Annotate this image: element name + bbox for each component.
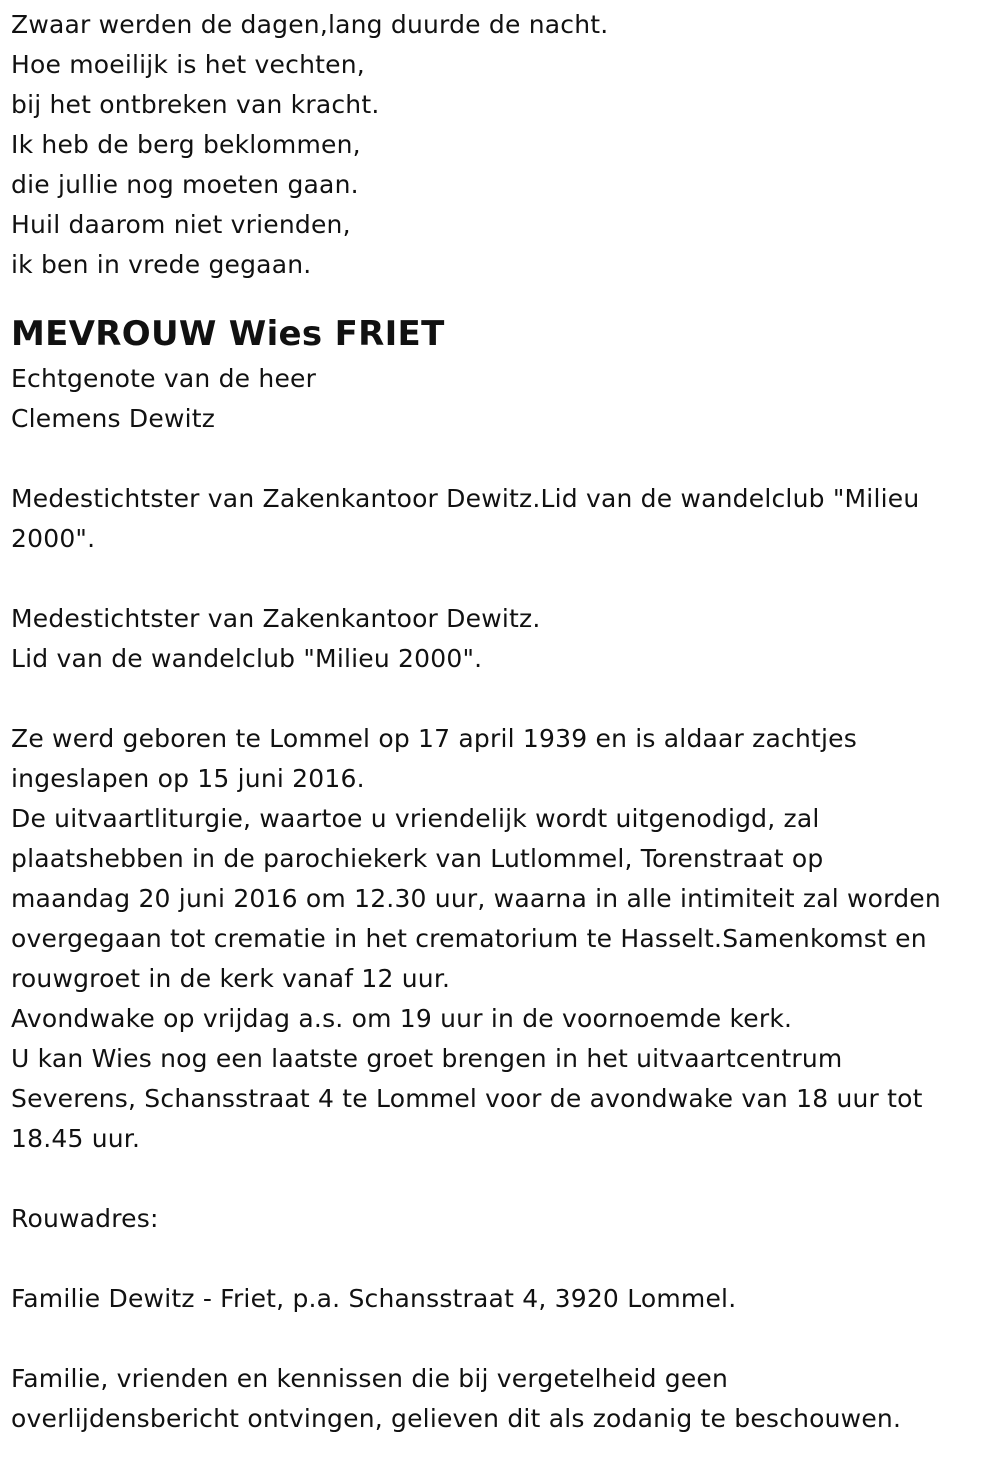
funeral-details xyxy=(11,719,991,1159)
spacer xyxy=(11,679,991,719)
spacer xyxy=(11,439,991,479)
details-line: overgegaan tot crematie in het crematorium te Hasselt.Samenkomst en xyxy=(11,924,927,953)
bio-line: 2000". xyxy=(11,524,96,553)
poem-line: Huil daarom niet vrienden, xyxy=(11,210,351,239)
details-line: plaatshebben in de parochiekerk van Lutlommel, Torenstraat op xyxy=(11,844,824,873)
obituary-document xyxy=(11,5,991,1439)
deceased-name: MEVROUW Wies FRIET xyxy=(11,314,445,354)
mourning-address: Familie Dewitz - Friet, p.a. Schansstraat 4, 3920 Lommel. xyxy=(11,1284,737,1313)
spacer xyxy=(11,1239,991,1279)
spacer xyxy=(11,1159,991,1199)
spouse-line: Echtgenote van de heer xyxy=(11,364,317,393)
poem xyxy=(11,5,991,285)
poem-line: bij het ontbreken van kracht. xyxy=(11,90,380,119)
spouse-info xyxy=(11,359,991,439)
poem-line: Hoe moeilijk is het vechten, xyxy=(11,50,365,79)
bio-split xyxy=(11,599,991,679)
poem-line: Zwaar werden de dagen,lang duurde de nacht. xyxy=(11,10,609,39)
bio-line: Medestichtster van Zakenkantoor Dewitz. xyxy=(11,604,541,633)
details-line: maandag 20 juni 2016 om 12.30 uur, waarna in alle intimiteit zal worden xyxy=(11,884,941,913)
details-line: Severens, Schansstraat 4 te Lommel voor de avondwake van 18 uur tot xyxy=(11,1084,923,1113)
details-line: rouwgroet in de kerk vanaf 12 uur. xyxy=(11,964,451,993)
details-line: ingeslapen op 15 juni 2016. xyxy=(11,764,365,793)
spacer xyxy=(11,559,991,599)
poem-line: die jullie nog moeten gaan. xyxy=(11,170,359,199)
poem-line: Ik heb de berg beklommen, xyxy=(11,130,361,159)
details-line: De uitvaartliturgie, waartoe u vriendelijk wordt uitgenodigd, zal xyxy=(11,804,820,833)
closing-note xyxy=(11,1359,991,1439)
details-line: 18.45 uur. xyxy=(11,1124,141,1153)
bio-line: Lid van de wandelclub "Milieu 2000". xyxy=(11,644,483,673)
bio-combined xyxy=(11,479,991,559)
spacer xyxy=(11,285,991,309)
bio-line: Medestichtster van Zakenkantoor Dewitz.Lid van de wandelclub "Milieu xyxy=(11,484,920,513)
spacer xyxy=(11,1319,991,1359)
closing-line: overlijdensbericht ontvingen, gelieven dit als zodanig te beschouwen. xyxy=(11,1404,902,1433)
details-line: U kan Wies nog een laatste groet brengen in het uitvaartcentrum xyxy=(11,1044,843,1073)
spouse-line: Clemens Dewitz xyxy=(11,404,216,433)
mourning-address-label: Rouwadres: xyxy=(11,1204,159,1233)
closing-line: Familie, vrienden en kennissen die bij vergetelheid geen xyxy=(11,1364,729,1393)
details-line: Avondwake op vrijdag a.s. om 19 uur in de voornoemde kerk. xyxy=(11,1004,793,1033)
poem-line: ik ben in vrede gegaan. xyxy=(11,250,312,279)
details-line: Ze werd geboren te Lommel op 17 april 1939 en is aldaar zachtjes xyxy=(11,724,857,753)
